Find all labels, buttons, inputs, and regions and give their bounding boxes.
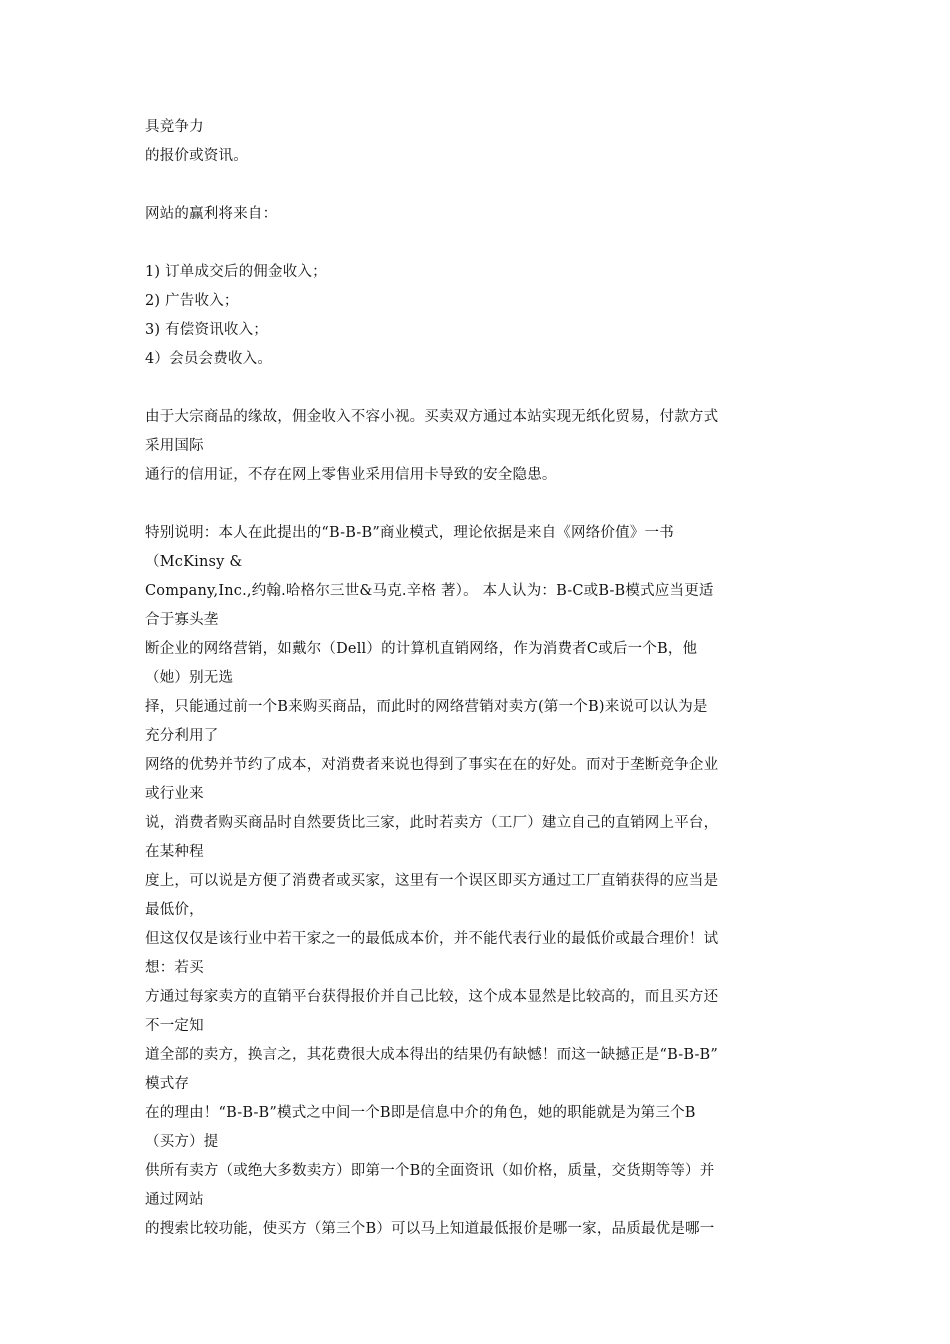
text-line: 通行的信用证，不存在网上零售业采用信用卡导致的安全隐患。 xyxy=(145,467,557,483)
text-line: 不一定知 xyxy=(145,1018,204,1034)
text-line: 但这仅仅是该行业中若干家之一的最低成本价，并不能代表行业的最低价或最合理价！试 xyxy=(145,931,719,947)
text-line: 方通过每家卖方的直销平台获得报价并自己比较，这个成本显然是比较高的，而且买方还 xyxy=(145,989,719,1005)
text-line: 充分利用了 xyxy=(145,728,219,744)
text-line: 断企业的网络营销，如戴尔（Dell）的计算机直销网络，作为消费者C或后一个B，他 xyxy=(145,641,698,657)
revenue-item: 1) 订单成交后的佣金收入； xyxy=(145,264,327,280)
text-line: 道全部的卖方，换言之，其花费很大成本得出的结果仍有缺憾！而这一缺撼正是“B-B-B” xyxy=(145,1047,719,1063)
text-line: 择，只能通过前一个B来购买商品，而此时的网络营销对卖方(第一个B)来说可以认为是 xyxy=(145,699,708,715)
paragraph-gap xyxy=(145,490,805,519)
text-line: 说，消费者购买商品时自然要货比三家，此时若卖方（工厂）建立自己的直销网上平台， xyxy=(145,815,719,831)
text-line: 模式存 xyxy=(145,1076,190,1092)
text-line: 或行业来 xyxy=(145,786,204,802)
paragraph-gap xyxy=(145,229,805,258)
text-line: 度上，可以说是方便了消费者或买家，这里有一个误区即买方通过工厂直销获得的应当是 xyxy=(145,873,719,889)
document-page xyxy=(145,113,805,1244)
text-line: 特别说明：本人在此提出的“B-B-B”商业模式，理论依据是来自《网络价值》一书 xyxy=(145,525,674,541)
text-line: 由于大宗商品的缘故，佣金收入不容小视。买卖双方通过本站实现无纸化贸易，付款方式 xyxy=(145,409,719,425)
text-line: 网络的优势并节约了成本，对消费者来说也得到了事实在在的好处。而对于垄断竞争企业 xyxy=(145,757,719,773)
text-line: 在某种程 xyxy=(145,844,204,860)
revenue-item: 2) 广告收入； xyxy=(145,293,239,309)
revenue-heading: 网站的赢利将来自： xyxy=(145,206,278,222)
text-line: 的搜索比较功能，使买方（第三个B）可以马上知道最低报价是哪一家，品质最优是哪一 xyxy=(145,1221,715,1237)
paragraph-gap xyxy=(145,374,805,403)
text-line: （她）别无选 xyxy=(145,670,234,686)
text-line: 采用国际 xyxy=(145,438,204,454)
text-line: （McKinsy & xyxy=(145,554,243,570)
text-line: 的报价或资讯。 xyxy=(145,148,248,164)
text-line: 具竞争力 xyxy=(145,119,204,135)
text-line: 在的理由！“B-B-B”模式之中间一个B即是信息中介的角色，她的职能就是为第三个B xyxy=(145,1105,696,1121)
text-line: 通过网站 xyxy=(145,1192,204,1208)
revenue-item: 3) 有偿资讯收入； xyxy=(145,322,268,338)
revenue-item: 4）会员会费收入。 xyxy=(145,351,273,367)
paragraph-gap xyxy=(145,171,805,200)
text-line: 最低价， xyxy=(145,902,204,918)
text-line: Company,Inc.,约翰.哈格尔三世&马克.辛格 著）。 本人认为：B-C或B-B模式应当更适 xyxy=(145,583,714,599)
text-line: 合于寡头垄 xyxy=(145,612,219,628)
text-line: 想：若买 xyxy=(145,960,204,976)
text-line: （买方）提 xyxy=(145,1134,219,1150)
text-line: 供所有卖方（或绝大多数卖方）即第一个B的全面资讯（如价格，质量，交货期等等）并 xyxy=(145,1163,715,1179)
